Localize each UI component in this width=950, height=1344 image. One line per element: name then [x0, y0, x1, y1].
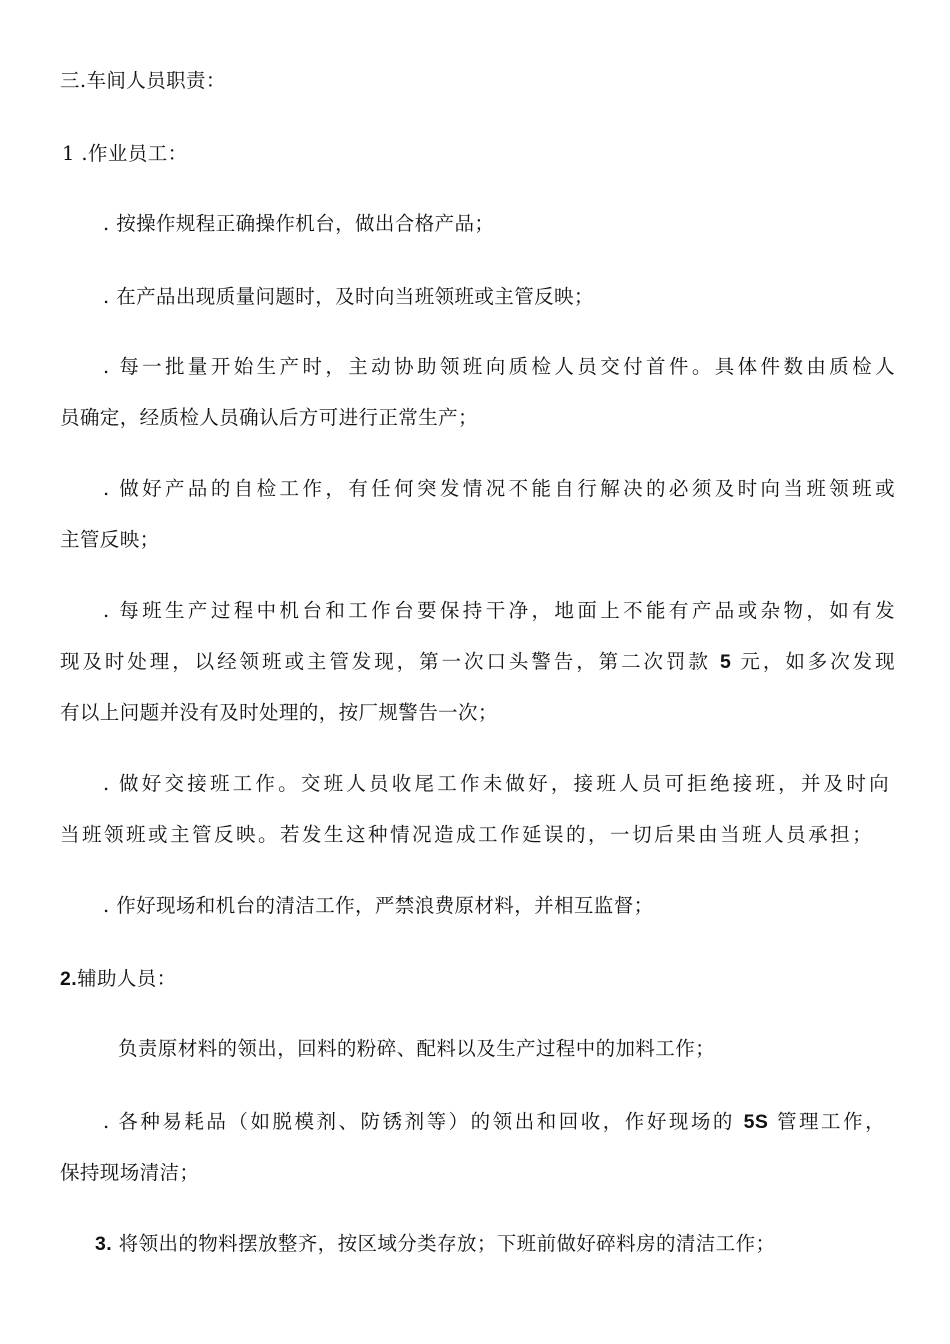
worker-duty-5-line-2a: 现及时处理，以经领班或主管发现，第一次口头警告，第二次罚款 — [60, 650, 721, 673]
worker-duty-3-line-1: . 每一批量开始生产时，主动协助领班向质检人员交付首件。具体件数由质检人 — [103, 355, 895, 378]
assistant-duty-1: 负责原材料的领出，回料的粉碎、配料以及生产过程中的加料工作； — [118, 1037, 716, 1060]
assistant-duty-2b: 管理工作， — [768, 1110, 885, 1133]
worker-duty-7: . 作好现场和机台的清洁工作，严禁浪费原材料，并相互监督； — [103, 894, 654, 917]
5s-label: 5S — [743, 1111, 769, 1133]
assistant-duty-2-line-1 — [103, 1108, 885, 1136]
assistants-heading-text: 辅助人员： — [77, 967, 177, 990]
assistant-duty-3 — [95, 1230, 930, 1258]
worker-duty-1: . 按操作规程正确操作机台，做出合格产品； — [103, 212, 495, 235]
worker-duty-5-line-3: 有以上问题并没有及时处理的，按厂规警告一次； — [60, 701, 498, 724]
worker-duty-2: . 在产品出现质量问题时，及时向当班领班或主管反映； — [103, 285, 594, 308]
worker-duty-5-line-2 — [60, 648, 895, 676]
worker-duty-5-line-1: . 每班生产过程中机台和工作台要保持干净，地面上不能有产品或杂物，如有发 — [103, 599, 895, 622]
section-heading: 三.车间人员职责： — [60, 69, 226, 92]
worker-duty-4-line-2: 主管反映； — [60, 528, 160, 551]
assistants-heading — [60, 965, 895, 993]
worker-duty-3-line-2: 员确定，经质检人员确认后方可进行正常生产； — [60, 406, 478, 429]
worker-duty-5-line-2b: 元，如多次发现 — [731, 650, 895, 673]
worker-duty-6-line-1: . 做好交接班工作。交班人员收尾工作未做好，接班人员可拒绝接班，并及时向 — [103, 772, 889, 795]
assistant-duty-3-num: 3. — [95, 1233, 113, 1255]
workers-heading: 1 .作业员工： — [62, 142, 188, 165]
assistant-duty-2a: . 各种易耗品（如脱模剂、防锈剂等）的领出和回收，作好现场的 — [103, 1110, 744, 1133]
fine-amount: 5 — [720, 651, 732, 673]
assistant-duty-2-line-2: 保持现场清洁； — [60, 1161, 200, 1184]
worker-duty-4-line-1: . 做好产品的自检工作，有任何突发情况不能自行解决的必须及时向当班领班或 — [103, 477, 895, 500]
assistants-heading-num: 2. — [60, 968, 78, 990]
worker-duty-6-line-2: 当班领班或主管反映。若发生这种情况造成工作延误的，一切后果由当班人员承担； — [60, 823, 872, 846]
assistant-duty-3-text: 将领出的物料摆放整齐，按区域分类存放；下班前做好碎料房的清洁工作； — [112, 1232, 776, 1255]
